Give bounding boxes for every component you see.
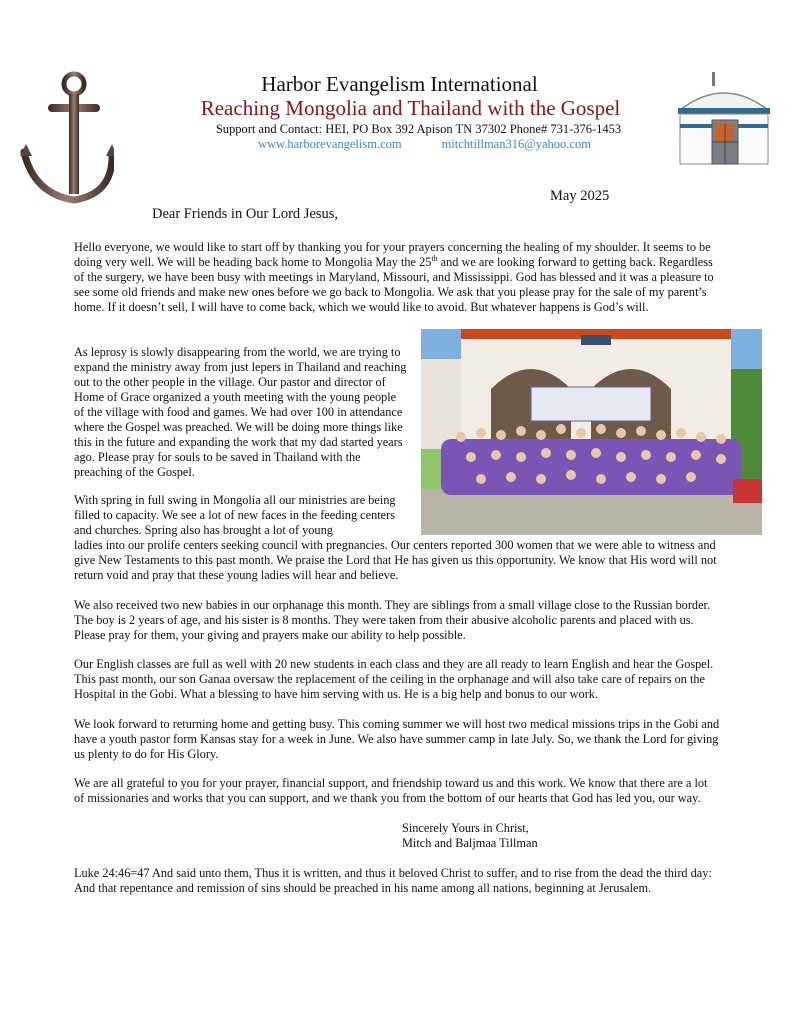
contact-info: Support and Contact: HEI, PO Box 392 Apison TN 37302 Phone# 731-376-1453 bbox=[215, 122, 622, 136]
paragraph-shoulder: Hello everyone, we would like to start off by thanking you for your prayers concerning the healing of my shoulder. It seems to be doing very well. We will be heading back home to Mongolia May the 25th and we are looking forward to getting back. Regardless of the surgery, we have been busy with meetings in Maryland, Missouri, and Mississippi. God has blessed and it was a pleasure to see some old friends and make new ones before we go back to Mongolia. We ask that you please pray for the sale of my parent’s home. If it doesn’t sell, I will have to come back, which we would like to avoid. But whatever happens is God’s will. bbox=[74, 240, 714, 314]
scripture-quote: Luke 24:46=47 And said unto them, Thus it is written, and thus it beloved Christ to suffer, and to rise from the dead the third day: And that repentance and remission of sins should be preached in his name among all nations, beginning at Jerusalem. bbox=[74, 866, 712, 895]
email-link[interactable]: mitchtillman316@yahoo.com bbox=[441, 137, 591, 151]
tagline: Reaching Mongolia and Thailand with the Gospel bbox=[200, 96, 621, 120]
paragraph-summer: We look forward to returning home and getting busy. This coming summer we will host two medical missions trips in the Gobi and have a youth pastor form Kansas stay for a week in June. We also have summer camp in late July. So, we thank the Lord for giving us plenty to do for His Glory. bbox=[74, 717, 720, 761]
paragraph-gratitude: We are all grateful to you for your prayer, financial support, and friendship toward us and this work. We know that there are a lot of missionaries and works that you can support, and we thank you from the bottom of our hearts that God has led you, our way. bbox=[74, 776, 708, 805]
website-link[interactable]: www.harborevangelism.com bbox=[258, 137, 402, 151]
paragraph-english-classes: Our English classes are full as well with 20 new students in each class and they are all ready to learn English and hear the Gospel. This past month, our son Ganaa oversaw the replacement of the ceiling in the orphanage and will also take care of repairs on the Hospital in the Gobi. What a blessing to have him serving with us. He is a big help and bonus to our work. bbox=[74, 657, 714, 701]
paragraph-mongolia: With spring in full swing in Mongolia all our ministries are being filled to capacity. We see a lot of new faces in the feeding centers and churches. Spring also has brought a lot of young ladies into our prolife centers seeking council with pregnancies. Our centers reported 300 women that we were able to witness and give New Testaments to this past month. We praise the Lord that He has given us this opportunity. We know that His word will not return void and pray that these young ladies will hear and believe. bbox=[74, 493, 717, 582]
letter-date: May 2025 bbox=[550, 188, 610, 204]
org-name: Harbor Evangelism International bbox=[261, 72, 538, 96]
closing-line: Sincerely Yours in Christ, bbox=[402, 821, 529, 835]
closing bbox=[402, 821, 538, 851]
paragraph-thailand: As leprosy is slowly disappearing from the world, we are trying to expand the ministry away from just lepers in Thailand and reaching out to the other people in the village. Our pastor and director of Home of Grace organized a youth meeting with the young people of the village with food and games. We had over 100 in attendance where the Gospel was preached. We will be doing more things like this in the future and expanding the work that my dad started years ago. Please pray for souls to be saved in Thailand with the preaching of the Gospel. bbox=[74, 345, 407, 479]
greeting: Dear Friends in Our Lord Jesus, bbox=[152, 206, 339, 222]
signature-names: Mitch and Baljmaa Tillman bbox=[402, 836, 538, 850]
header-links bbox=[258, 137, 591, 152]
paragraph-orphanage: We also received two new babies in our orphanage this month. They are siblings from a small village close to the Russian border. The boy is 2 years of age, and his sister is 8 months. They were taken from their abusive alcoholic parents and placed with us. Please pray for them, your giving and prayers make our ability to help possible. bbox=[74, 598, 711, 642]
